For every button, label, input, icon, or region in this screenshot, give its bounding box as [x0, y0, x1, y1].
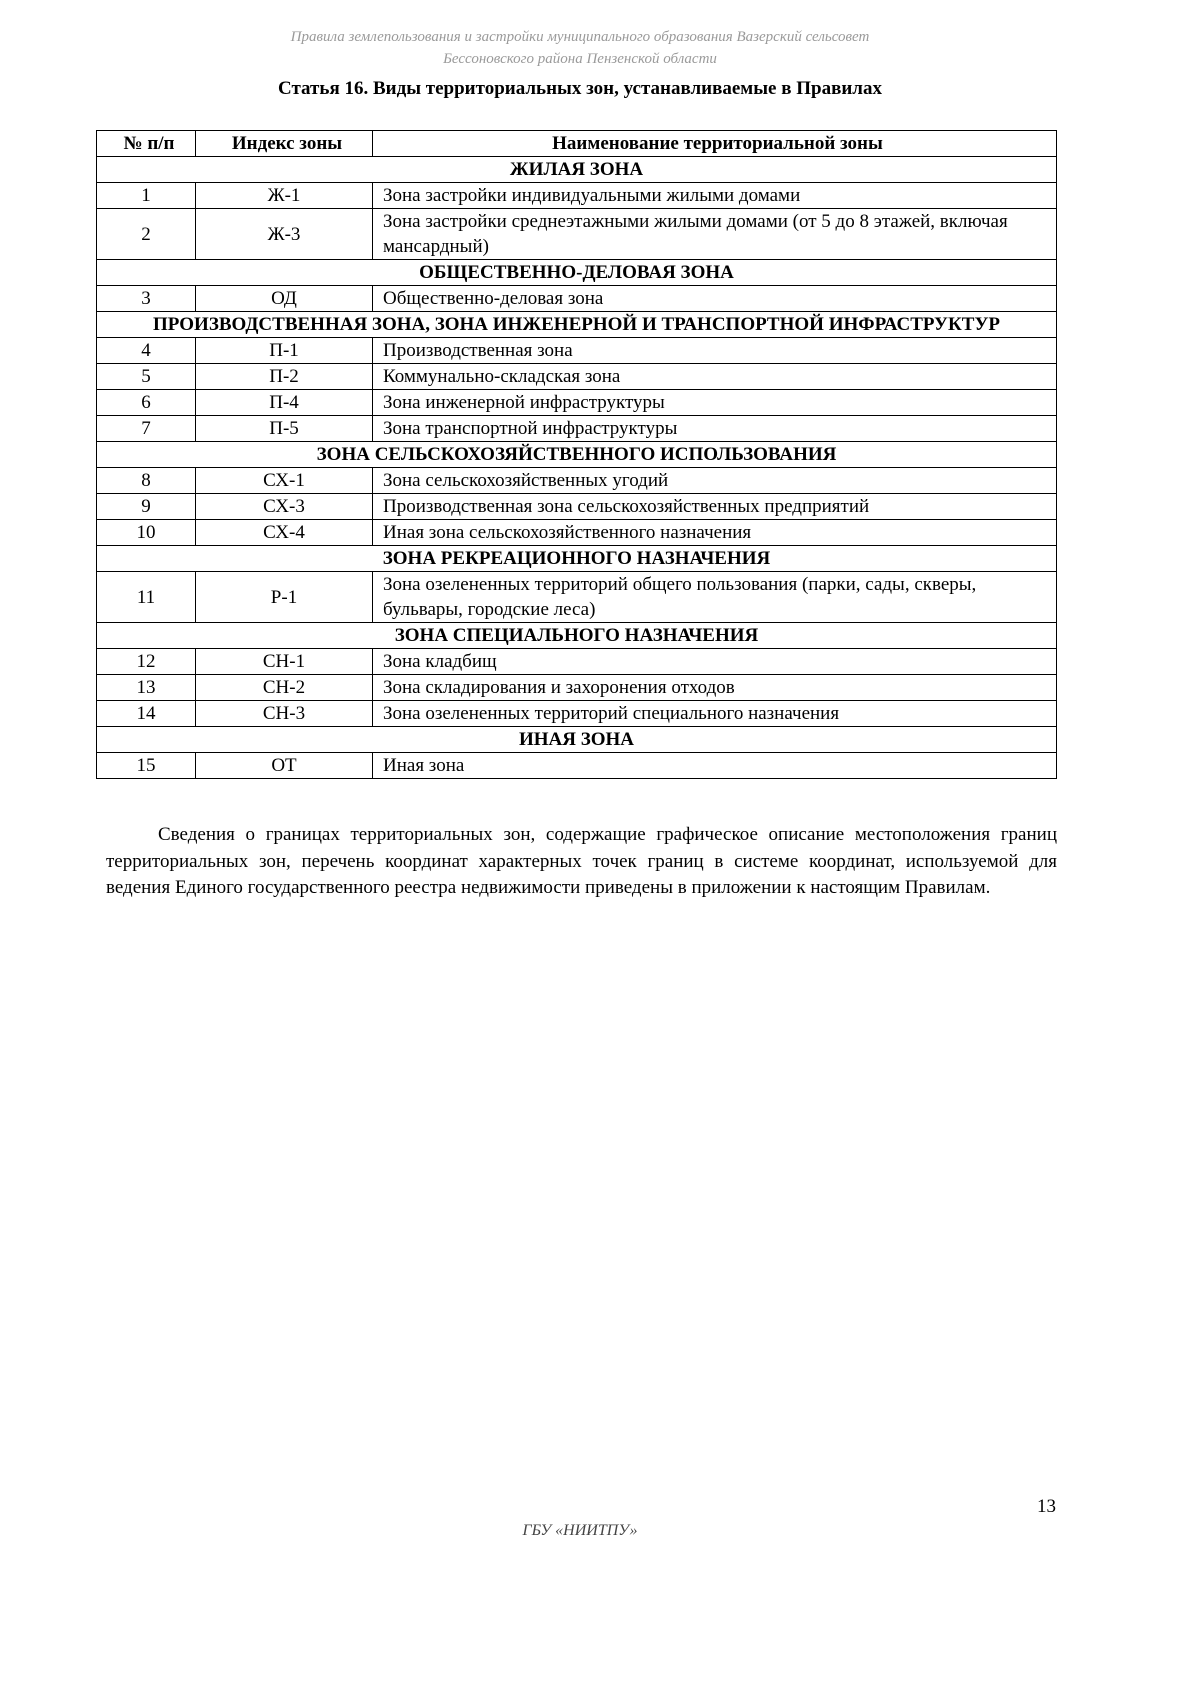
zone-index: П-5	[196, 416, 373, 442]
zone-index: П-4	[196, 390, 373, 416]
table-row	[97, 701, 1057, 727]
zone-name: Зона транспортной инфраструктуры	[373, 416, 1057, 442]
table-row	[97, 286, 1057, 312]
running-header-line-1: Правила землепользования и застройки муниципального образования Вазерский сельсовет	[290, 29, 870, 45]
row-number: 6	[97, 390, 196, 416]
running-header-line-2: Бессоновского района Пензенской области	[443, 51, 717, 67]
row-number: 3	[97, 286, 196, 312]
row-number: 4	[97, 338, 196, 364]
running-header	[0, 26, 1160, 70]
section-title: ПРОИЗВОДСТВЕННАЯ ЗОНА, ЗОНА ИНЖЕНЕРНОЙ И ТРАНСПОРТНОЙ ИНФРАСТРУКТУР	[97, 312, 1057, 338]
row-number: 12	[97, 649, 196, 675]
zone-name: Иная зона сельскохозяйственного назначения	[373, 520, 1057, 546]
section-row	[97, 727, 1057, 753]
zone-index: СХ-1	[196, 468, 373, 494]
table-row	[97, 675, 1057, 701]
section-title: ЗОНА СПЕЦИАЛЬНОГО НАЗНАЧЕНИЯ	[97, 623, 1057, 649]
zone-index: Р-1	[196, 572, 373, 623]
header-zone-index: Индекс зоны	[196, 131, 373, 157]
row-number: 9	[97, 494, 196, 520]
zone-index: СХ-4	[196, 520, 373, 546]
row-number: 5	[97, 364, 196, 390]
section-title: ЗОНА СЕЛЬСКОХОЗЯЙСТВЕННОГО ИСПОЛЬЗОВАНИЯ	[97, 442, 1057, 468]
section-row	[97, 623, 1057, 649]
zone-index: П-2	[196, 364, 373, 390]
section-row	[97, 260, 1057, 286]
table-row	[97, 209, 1057, 260]
zone-name: Зона застройки индивидуальными жилыми домами	[373, 183, 1057, 209]
table-row	[97, 572, 1057, 623]
row-number: 1	[97, 183, 196, 209]
section-title: ЗОНА РЕКРЕАЦИОННОГО НАЗНАЧЕНИЯ	[97, 546, 1057, 572]
table-row	[97, 753, 1057, 779]
row-number: 14	[97, 701, 196, 727]
row-number: 13	[97, 675, 196, 701]
zone-name: Зона озелененных территорий общего пользования (парки, сады, скверы, бульвары, городские леса)	[373, 572, 1057, 623]
section-title: ЖИЛАЯ ЗОНА	[97, 157, 1057, 183]
section-row	[97, 157, 1057, 183]
zone-name: Зона инженерной инфраструктуры	[373, 390, 1057, 416]
header-zone-name: Наименование территориальной зоны	[373, 131, 1057, 157]
section-row	[97, 546, 1057, 572]
zone-name: Зона кладбищ	[373, 649, 1057, 675]
zone-name: Зона озелененных территорий специального назначения	[373, 701, 1057, 727]
row-number: 10	[97, 520, 196, 546]
zones-table-body	[97, 157, 1057, 779]
page-footer: ГБУ «НИИТПУ»	[522, 1522, 638, 1539]
zone-index: СН-1	[196, 649, 373, 675]
section-row	[97, 442, 1057, 468]
section-row	[97, 312, 1057, 338]
row-number: 7	[97, 416, 196, 442]
table-header-row	[97, 131, 1057, 157]
header-number: № п/п	[97, 131, 196, 157]
section-title: ОБЩЕСТВЕННО-ДЕЛОВАЯ ЗОНА	[97, 260, 1057, 286]
zone-index: П-1	[196, 338, 373, 364]
page-number: 13	[1037, 1496, 1056, 1517]
body-paragraph: Сведения о границах территориальных зон, содержащие графическое описание местоположения границ территориальных зон, перечень координат характерных точек границ в системе координат, используемой для ведения Единого государственного реестра недвижимости приведены в приложении к настоящим Правилам.	[106, 824, 1057, 898]
row-number: 8	[97, 468, 196, 494]
row-number: 15	[97, 753, 196, 779]
table-row	[97, 468, 1057, 494]
zone-name: Зона застройки среднеэтажными жилыми домами (от 5 до 8 этажей, включая мансардный)	[373, 209, 1057, 260]
table-row	[97, 494, 1057, 520]
table-row	[97, 416, 1057, 442]
zone-name: Производственная зона сельскохозяйственных предприятий	[373, 494, 1057, 520]
row-number: 2	[97, 209, 196, 260]
table-row	[97, 520, 1057, 546]
section-title: ИНАЯ ЗОНА	[97, 727, 1057, 753]
zone-name: Общественно-деловая зона	[373, 286, 1057, 312]
zone-name: Зона сельскохозяйственных угодий	[373, 468, 1057, 494]
table-row	[97, 364, 1057, 390]
zone-index: ОТ	[196, 753, 373, 779]
zones-table	[96, 130, 1057, 779]
zone-index: Ж-1	[196, 183, 373, 209]
zone-name: Зона складирования и захоронения отходов	[373, 675, 1057, 701]
article-title: Статья 16. Виды территориальных зон, устанавливаемые в Правилах	[278, 78, 882, 99]
zone-index: СХ-3	[196, 494, 373, 520]
zone-index: Ж-3	[196, 209, 373, 260]
zone-index: СН-2	[196, 675, 373, 701]
zone-name: Производственная зона	[373, 338, 1057, 364]
table-row	[97, 338, 1057, 364]
table-row	[97, 390, 1057, 416]
row-number: 11	[97, 572, 196, 623]
zone-index: ОД	[196, 286, 373, 312]
zone-name: Иная зона	[373, 753, 1057, 779]
zone-index: СН-3	[196, 701, 373, 727]
table-row	[97, 649, 1057, 675]
zone-name: Коммунально-складская зона	[373, 364, 1057, 390]
table-row	[97, 183, 1057, 209]
